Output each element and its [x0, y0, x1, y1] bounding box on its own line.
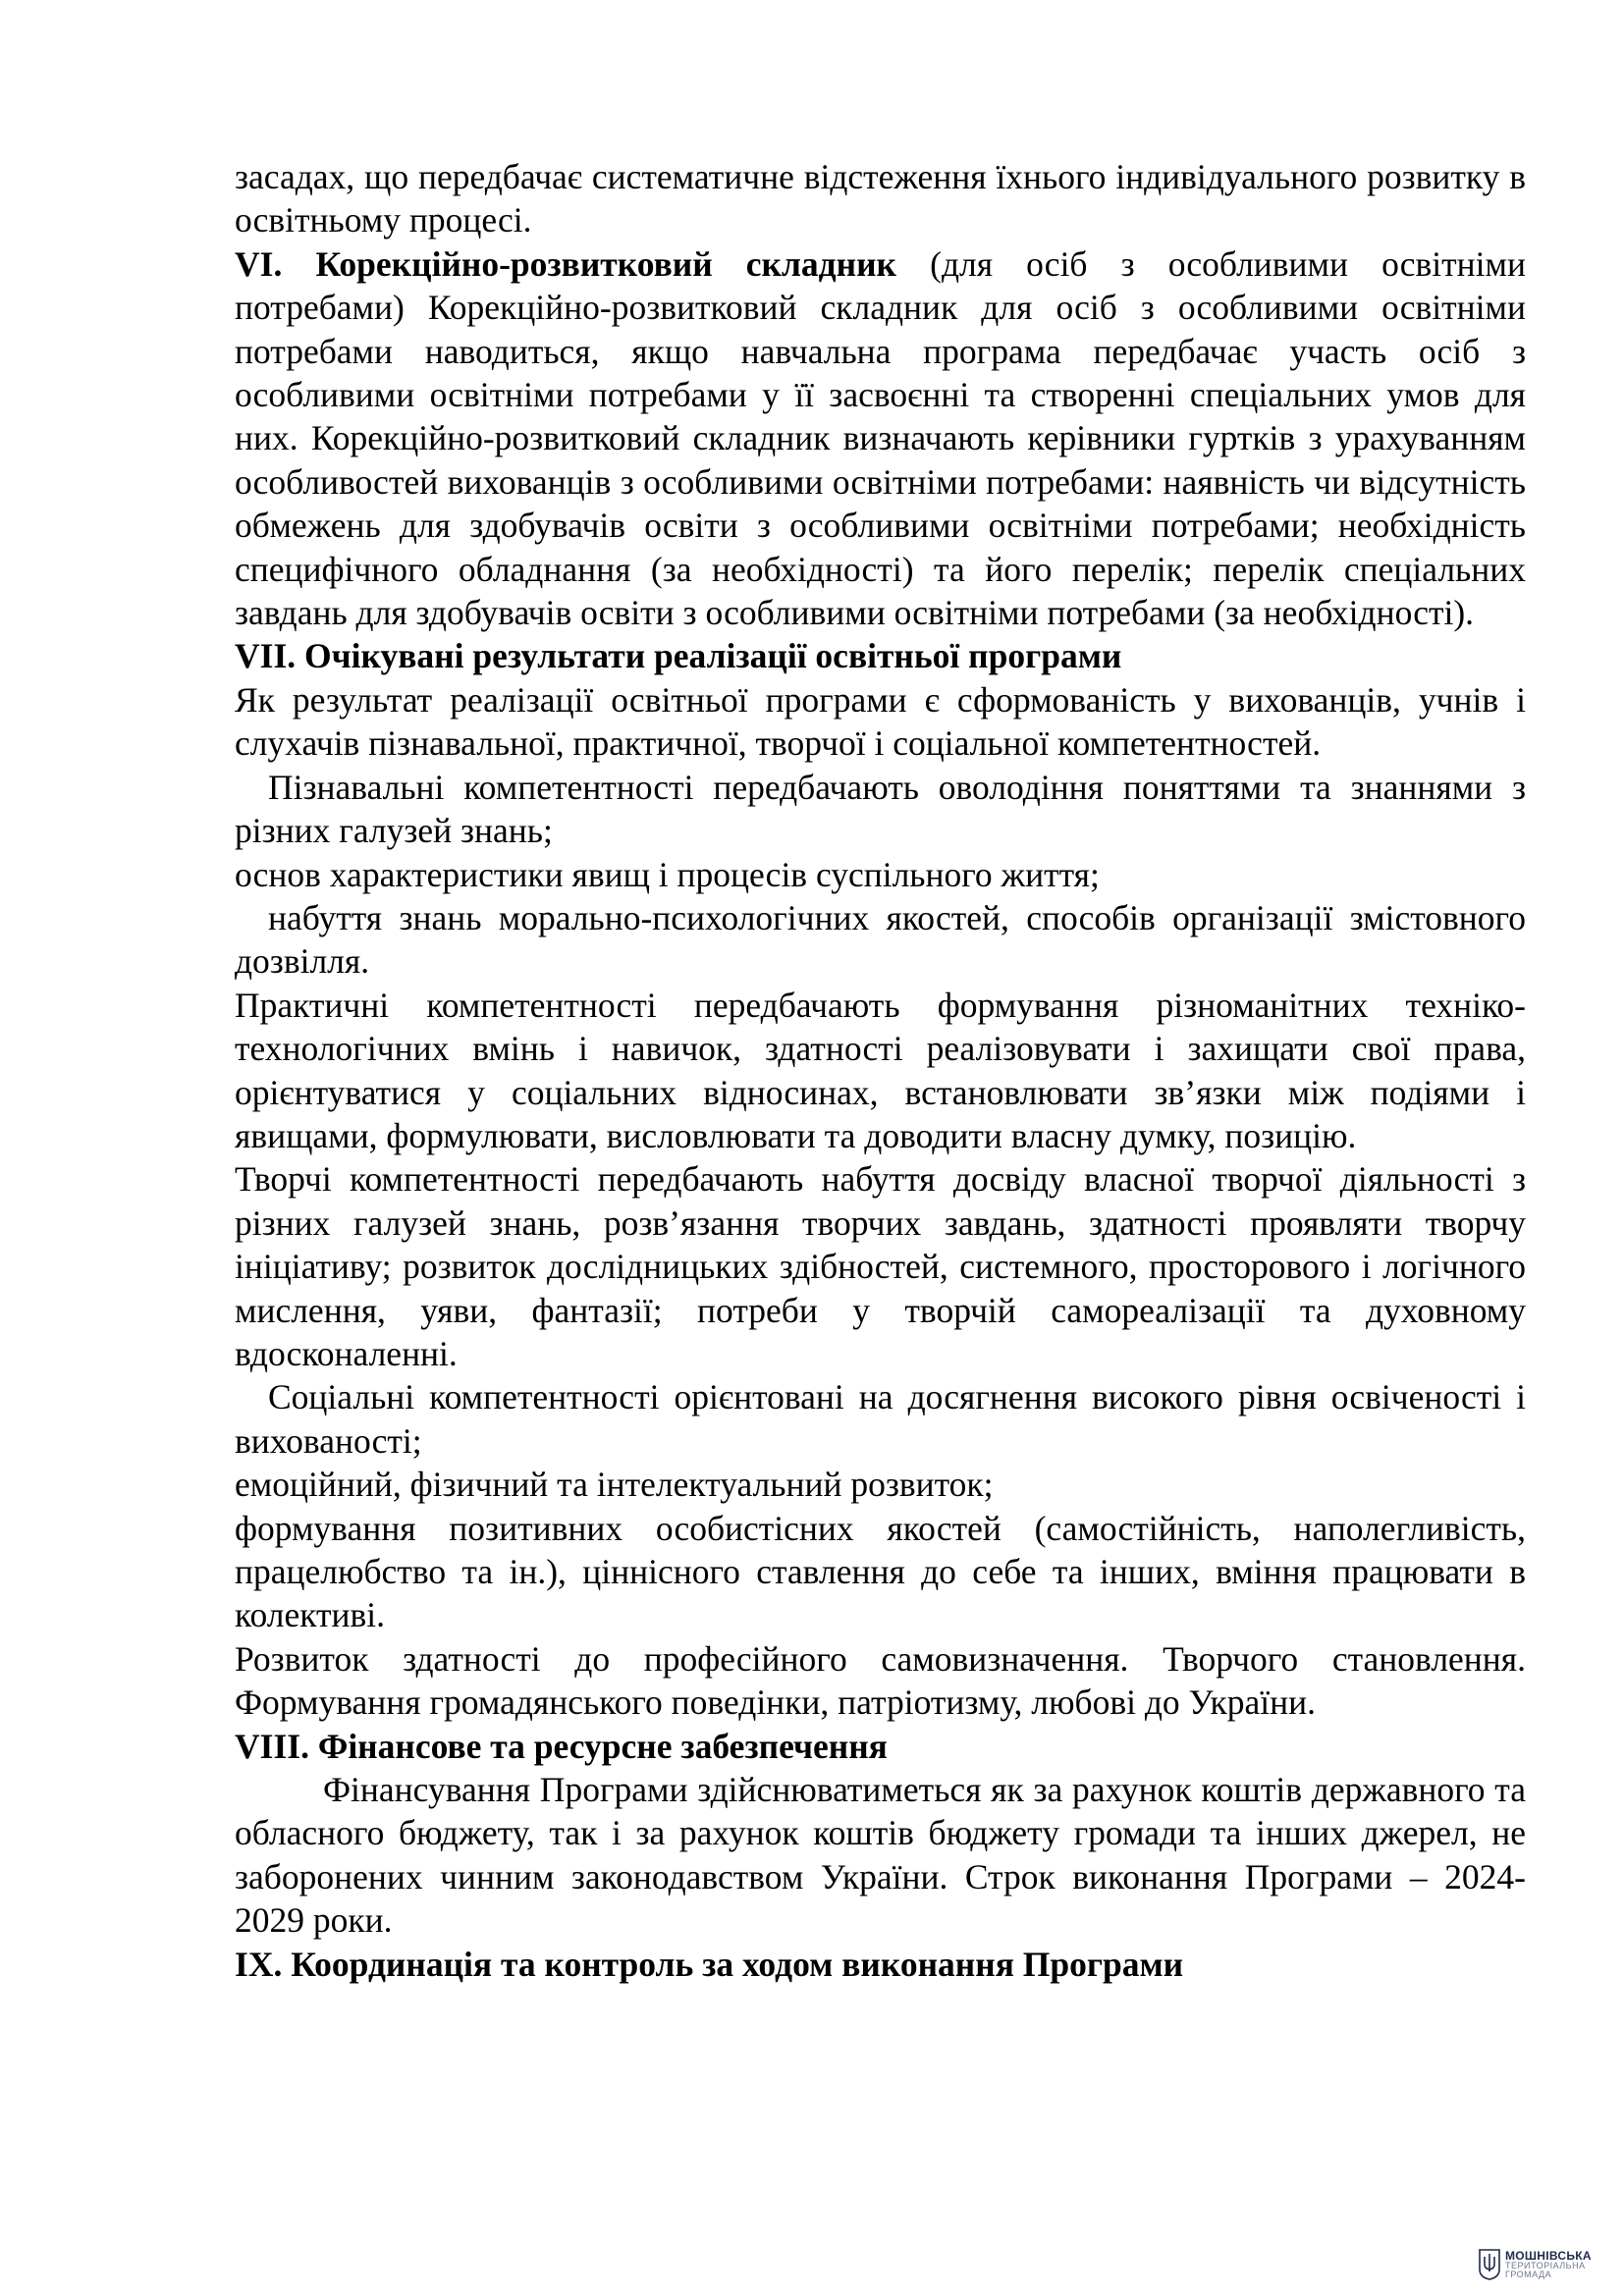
- section7-paragraph-3: основ характеристики явищ і процесів суспільного життя;: [235, 854, 1100, 894]
- section8-heading: VIII. Фінансове та ресурсне забезпечення: [235, 1726, 888, 1766]
- logo-line-1: МОШНІВСЬКА: [1505, 2249, 1592, 2263]
- section7-paragraph-4: набуття знань морально-психологічних якостей, способів організації змістовного дозвілля.: [235, 897, 1526, 982]
- section6-paragraph: [235, 242, 1526, 635]
- section7-heading: VII. Очікувані результати реалізації освітньої програми: [235, 636, 1122, 676]
- trident-icon: [1478, 2248, 1501, 2281]
- section7-paragraph-6: Творчі компетентності передбачають набуття досвіду власної творчої діяльності з різних галузей знань, розв’язання творчих завдань, здатності проявляти творчу ініціативу; розвиток дослідницьких здібностей, системного, просторового і логічного мислення, уяви, фантазії; потреби у творчій самореалізації та духовному вдосконаленні.: [235, 1159, 1526, 1373]
- section7-paragraph-7: Соціальні компетентності орієнтовані на досягнення високого рівня освіченості і вихованості;: [235, 1377, 1526, 1461]
- section7-paragraph-8: емоційний, фізичний та інтелектуальний розвиток;: [235, 1465, 994, 1505]
- section6-text: (для осіб з особливими освітніми потребами) Корекційно-розвитковий складник для осіб з особливими освітніми потребами наводиться, якщо навчальна програма передбачає участь осіб з особливими освітніми потребами у її засвоєнні та створенні спеціальних умов для них. Корекційно-розвитковий складник визначають керівники гуртків з урахуванням особливостей вихованців з особливими освітніми потребами: наявність чи відсутність обмежень для здобувачів освіти з особливими освітніми потребами; необхідність специфічного обладнання (за необхідності) та його перелік; перелік спеціальних завдань для здобувачів освіти з особливими освітніми потребами (за необхідності).: [235, 243, 1526, 633]
- section7-paragraph-9: формування позитивних особистісних якостей (самостійність, наполегливість, працелюбство та ін.), ціннісного ставлення до себе та інших, вміння працювати в колективі.: [235, 1508, 1526, 1635]
- section7-paragraph-2: Пізнавальні компетентності передбачають оволодіння поняттями та знаннями з різних галузей знань;: [235, 767, 1526, 851]
- paragraph-intro: засадах, що передбачає систематичне відстеження їхнього індивідуального розвитку в освітньому процесі.: [235, 157, 1526, 240]
- document-body: [235, 155, 1526, 1986]
- section8-paragraph-1: Фінансування Програми здійснюватиметься як за рахунок коштів державного та обласного бюджету, так і за рахунок коштів бюджету громади та інших джерел, не заборонених чинним законодавством України. Строк виконання Програми – 2024-2029 роки.: [235, 1770, 1526, 1941]
- section7-paragraph-1: Як результат реалізації освітньої програми є сформованість у вихованців, учнів і слухачів пізнавальної, практичної, творчої і соціальної компетентностей.: [235, 679, 1526, 764]
- section7-paragraph-5: Практичні компетентності передбачають формування різноманітних техніко-технологічних вмінь і навичок, здатності реалізовувати і захищати свої права, орієнтуватися у соціальних відносинах, встановлювати зв’язки між подіями і явищами, формулювати, висловлювати та доводити власну думку, позицію.: [235, 985, 1526, 1155]
- logo-line-3: ГРОМАДА: [1505, 2269, 1552, 2279]
- section6-heading: VI. Корекційно-розвитковий складник: [235, 243, 896, 284]
- logo-line-2: ТЕРИТОРІАЛЬНА: [1505, 2261, 1586, 2270]
- section7-paragraph-10: Розвиток здатності до професійного самовизначення. Творчого становлення. Формування громадянського поведінки, патріотизму, любові до України.: [235, 1638, 1526, 1723]
- community-logo: [1478, 2248, 1592, 2281]
- section9-heading: IX. Координація та контроль за ходом виконання Програми: [235, 1944, 1184, 1984]
